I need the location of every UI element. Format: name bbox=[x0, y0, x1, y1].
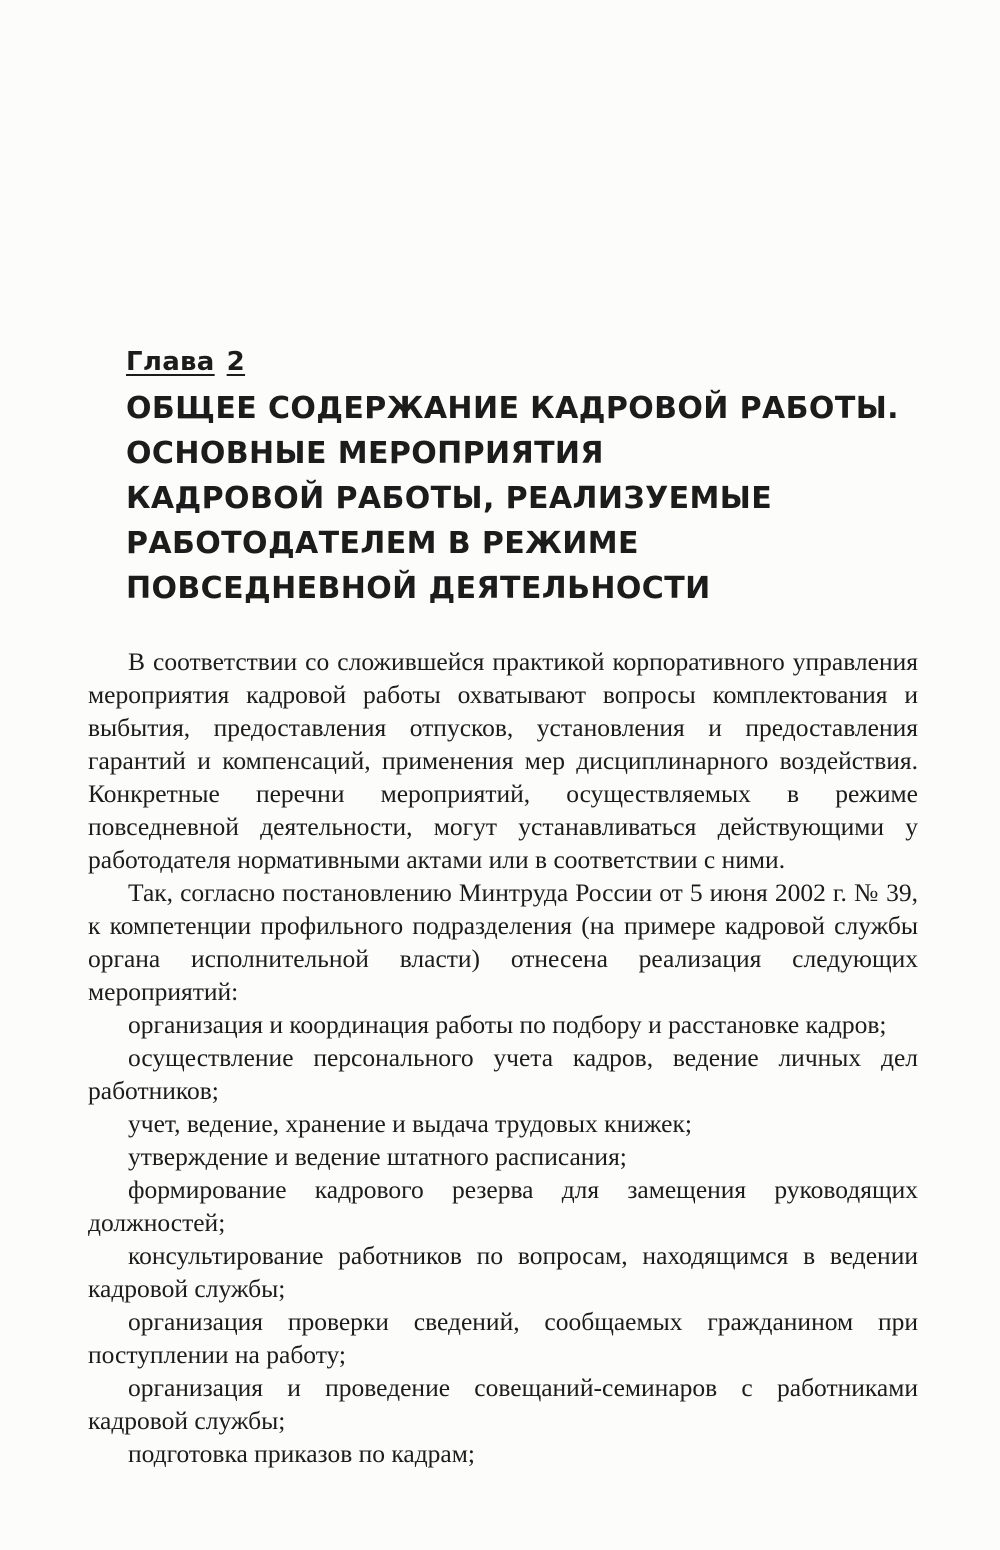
chapter-number: 2 bbox=[226, 347, 246, 377]
list-item: утверждение и ведение штатного расписания; bbox=[128, 1142, 627, 1171]
chapter-title-line: ОСНОВНЫЕ МЕРОПРИЯТИЯ bbox=[126, 436, 604, 471]
list-item: консультирование работников по вопросам, находящимся в ведении кадровой службы; bbox=[88, 1241, 918, 1303]
list-item: организация проверки сведений, сообщаемых гражданином при поступлении на работу; bbox=[88, 1307, 918, 1369]
chapter-title-line: ПОВСЕДНЕВНОЙ ДЕЯТЕЛЬНОСТИ bbox=[126, 571, 711, 606]
list-item: учет, ведение, хранение и выдача трудовых книжек; bbox=[128, 1109, 692, 1138]
chapter-title bbox=[126, 386, 926, 611]
paragraph-regulation: Так, согласно постановлению Минтруда России от 5 июня 2002 г. № 39, к компетенции профильного подразделения (на примере кадровой службы органа исполнительной власти) отнесена реализация следующих мероприятий: bbox=[88, 878, 918, 1006]
chapter-title-line: РАБОТОДАТЕЛЕМ В РЕЖИМЕ bbox=[126, 526, 639, 561]
list-item: формирование кадрового резерва для замещения руководящих должностей; bbox=[88, 1175, 918, 1237]
chapter-title-line: КАДРОВОЙ РАБОТЫ, РЕАЛИЗУЕМЫЕ bbox=[126, 481, 773, 516]
list-item: организация и координация работы по подбору и расстановке кадров; bbox=[128, 1010, 887, 1039]
list-item: организация и проведение совещаний-семинаров с работниками кадровой службы; bbox=[88, 1373, 918, 1435]
chapter-word: Глава bbox=[126, 347, 215, 377]
body-text bbox=[88, 645, 918, 1470]
list-item: подготовка приказов по кадрам; bbox=[128, 1439, 475, 1468]
chapter-title-line: ОБЩЕЕ СОДЕРЖАНИЕ КАДРОВОЙ РАБОТЫ. bbox=[126, 391, 899, 426]
chapter-label bbox=[126, 344, 245, 380]
list-item: осуществление персонального учета кадров, ведение личных дел работников; bbox=[88, 1043, 918, 1105]
measures-list bbox=[88, 1008, 918, 1470]
paragraph-intro: В соответствии со сложившейся практикой корпоративного управления мероприятия кадровой работы охватывают вопросы комплектования и выбытия, предоставления отпусков, установления и предоставления гарантий и компенсаций, применения мер дисциплинарного воздействия. Конкретные перечни мероприятий, осуществляемых в режиме повседневной деятельности, могут устанавливаться действующими у работодателя нормативными актами или в соответствии с ними. bbox=[88, 647, 918, 874]
